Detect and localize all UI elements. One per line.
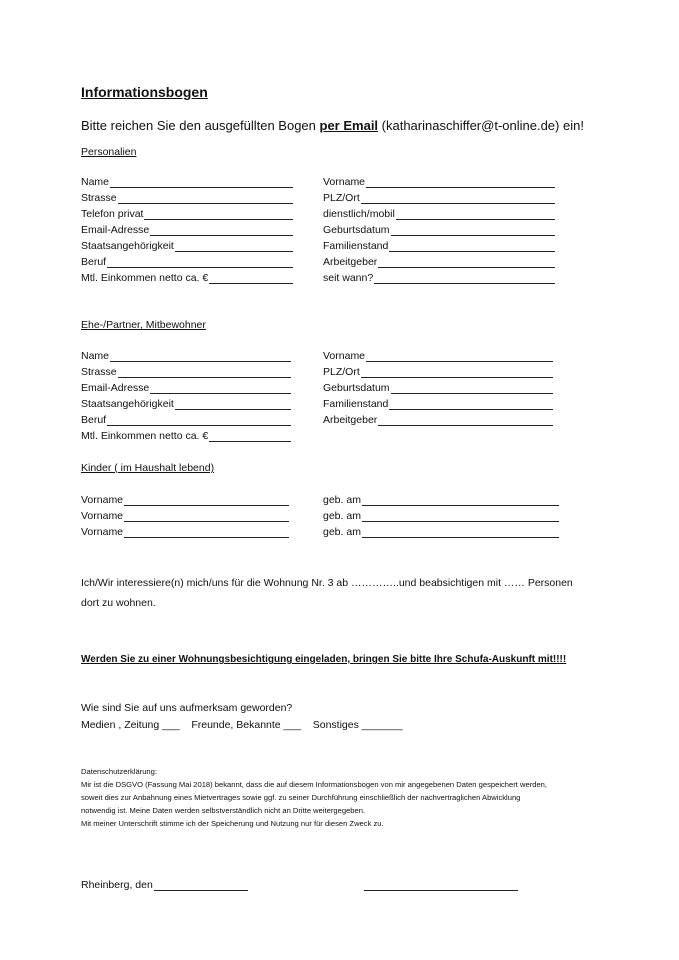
field-label: Email-Adresse — [81, 382, 150, 394]
field-input-line[interactable] — [118, 193, 293, 204]
section-heading-partner: Ehe-/Partner, Mitbewohner — [81, 319, 206, 331]
section-heading-personal: Personalien — [81, 146, 137, 158]
field-input-line[interactable] — [118, 367, 291, 378]
form-field[interactable] — [81, 493, 289, 506]
schufa-notice: Werden Sie zu einer Wohnungsbesichtigung eingeladen, bringen Sie bitte Ihre Schufa-Auskunft mit!!!! — [81, 654, 567, 665]
field-label: Name — [81, 176, 110, 188]
form-field[interactable] — [81, 255, 293, 268]
field-label: geb. am — [323, 494, 361, 506]
form-field[interactable] — [81, 429, 291, 442]
form-field[interactable] — [323, 175, 555, 188]
field-input-line[interactable] — [362, 511, 559, 522]
field-label: Telefon privat — [81, 208, 144, 220]
field-input-line[interactable] — [150, 225, 293, 236]
field-label: Strasse — [81, 192, 117, 204]
form-field[interactable] — [323, 239, 555, 252]
field-input-line[interactable] — [107, 257, 293, 268]
field-label: Mtl. Einkommen netto ca. € — [81, 430, 209, 442]
field-input-line[interactable] — [107, 415, 291, 426]
form-field[interactable] — [81, 175, 293, 188]
field-input-line[interactable] — [209, 431, 291, 442]
form-field[interactable] — [81, 191, 293, 204]
interest-text: Ich/Wir interessiere(n) mich/uns für die Wohnung Nr. 3 ab …………..und beabsichtigen mit …… Personen dort zu wohnen. — [81, 577, 573, 609]
place-date-label: Rheinberg, den — [81, 879, 153, 891]
field-input-line[interactable] — [366, 177, 555, 188]
privacy-line: notwendig ist. Meine Daten werden selbstverständlich nicht an Dritte weitergegeben. — [81, 806, 366, 815]
field-label: Name — [81, 350, 110, 362]
form-field[interactable] — [323, 191, 555, 204]
field-input-line[interactable] — [361, 193, 555, 204]
field-label: Staatsangehörigkeit — [81, 398, 174, 410]
form-field[interactable] — [81, 365, 291, 378]
intro-before: Bitte reichen Sie den ausgefüllten Bogen — [81, 118, 320, 133]
field-label: PLZ/Ort — [323, 366, 360, 378]
field-input-line[interactable] — [110, 351, 291, 362]
field-input-line[interactable] — [110, 177, 293, 188]
field-label: Vorname — [323, 350, 366, 362]
form-field[interactable] — [323, 271, 555, 284]
field-label: Arbeitgeber — [323, 256, 378, 268]
field-input-line[interactable] — [378, 257, 555, 268]
place-date-field[interactable] — [81, 878, 248, 891]
field-label: seit wann? — [323, 272, 374, 284]
intro-text — [81, 118, 584, 133]
field-input-line[interactable] — [124, 527, 289, 538]
form-field[interactable] — [323, 349, 553, 362]
field-input-line[interactable] — [362, 495, 559, 506]
section-heading-children: Kinder ( im Haushalt lebend) — [81, 462, 215, 474]
form-field[interactable] — [81, 349, 291, 362]
form-field[interactable] — [323, 207, 555, 220]
form-field[interactable] — [323, 413, 553, 426]
field-label: Mtl. Einkommen netto ca. € — [81, 272, 209, 284]
form-field[interactable] — [323, 509, 559, 522]
field-label: geb. am — [323, 526, 361, 538]
field-label: Vorname — [81, 526, 124, 538]
form-field[interactable] — [81, 525, 289, 538]
field-input-line[interactable] — [389, 399, 553, 410]
field-label: Vorname — [81, 494, 124, 506]
field-label: dienstlich/mobil — [323, 208, 395, 220]
form-field[interactable] — [81, 381, 291, 394]
field-input-line[interactable] — [209, 273, 293, 284]
referral-options[interactable]: Medien , Zeitung ___ Freunde, Bekannte ___ Sonstiges _______ — [81, 719, 403, 731]
field-input-line[interactable] — [175, 399, 291, 410]
field-input-line[interactable] — [366, 351, 553, 362]
field-input-line[interactable] — [124, 495, 289, 506]
field-label: Geburtsdatum — [323, 382, 390, 394]
form-field[interactable] — [81, 271, 293, 284]
field-input-line[interactable] — [396, 209, 555, 220]
field-input-line[interactable] — [374, 273, 555, 284]
page-title: Informationsbogen — [81, 84, 208, 100]
signature-field[interactable] — [363, 878, 518, 891]
referral-question: Wie sind Sie auf uns aufmerksam geworden? — [81, 702, 293, 714]
field-input-line[interactable] — [391, 225, 555, 236]
field-input-line[interactable] — [391, 383, 553, 394]
field-input-line[interactable] — [144, 209, 293, 220]
field-label: Beruf — [81, 414, 107, 426]
privacy-line: Mir ist die DSGVO (Fassung Mai 2018) bekannt, dass die auf diesem Informationsbogen von mir angegebenen Daten gespeichert werden, — [81, 780, 548, 789]
form-field[interactable] — [323, 397, 553, 410]
field-label: Beruf — [81, 256, 107, 268]
form-field[interactable] — [81, 239, 293, 252]
field-label: Staatsangehörigkeit — [81, 240, 174, 252]
form-field[interactable] — [323, 525, 559, 538]
form-field[interactable] — [81, 413, 291, 426]
form-field[interactable] — [323, 493, 559, 506]
field-input-line[interactable] — [389, 241, 555, 252]
field-input-line[interactable] — [150, 383, 291, 394]
date-line[interactable] — [154, 880, 248, 891]
form-field[interactable] — [81, 223, 293, 236]
field-label: PLZ/Ort — [323, 192, 360, 204]
field-label: Familienstand — [323, 398, 389, 410]
form-field[interactable] — [323, 223, 555, 236]
field-label: Email-Adresse — [81, 224, 150, 236]
form-field[interactable] — [323, 255, 555, 268]
form-field[interactable] — [323, 365, 553, 378]
privacy-line: soweit dies zur Anbahnung eines Mietvertrages sowie ggf. zu seiner Durchführung einschließlich der nachvertraglichen Abwicklung — [81, 793, 521, 802]
privacy-line: Mit meiner Unterschrift stimme ich der Speicherung und Nutzung nur für diesen Zweck zu. — [81, 819, 384, 828]
form-field[interactable] — [81, 509, 289, 522]
field-label: Vorname — [81, 510, 124, 522]
field-label: Strasse — [81, 366, 117, 378]
form-field[interactable] — [81, 207, 293, 220]
field-label: Arbeitgeber — [323, 414, 378, 426]
intro-after: (katharinaschiffer@t-online.de) ein! — [378, 118, 584, 133]
field-input-line[interactable] — [378, 415, 553, 426]
form-field[interactable] — [81, 397, 291, 410]
field-label: Geburtsdatum — [323, 224, 390, 236]
field-label: geb. am — [323, 510, 361, 522]
intro-bold: per Email — [319, 118, 379, 133]
field-input-line[interactable] — [175, 241, 293, 252]
privacy-heading: Datenschutzerklärung: — [81, 767, 157, 776]
signature-line[interactable] — [364, 880, 518, 891]
field-input-line[interactable] — [124, 511, 289, 522]
field-input-line[interactable] — [362, 527, 559, 538]
field-input-line[interactable] — [361, 367, 553, 378]
field-label: Vorname — [323, 176, 366, 188]
form-field[interactable] — [323, 381, 553, 394]
field-label: Familienstand — [323, 240, 389, 252]
